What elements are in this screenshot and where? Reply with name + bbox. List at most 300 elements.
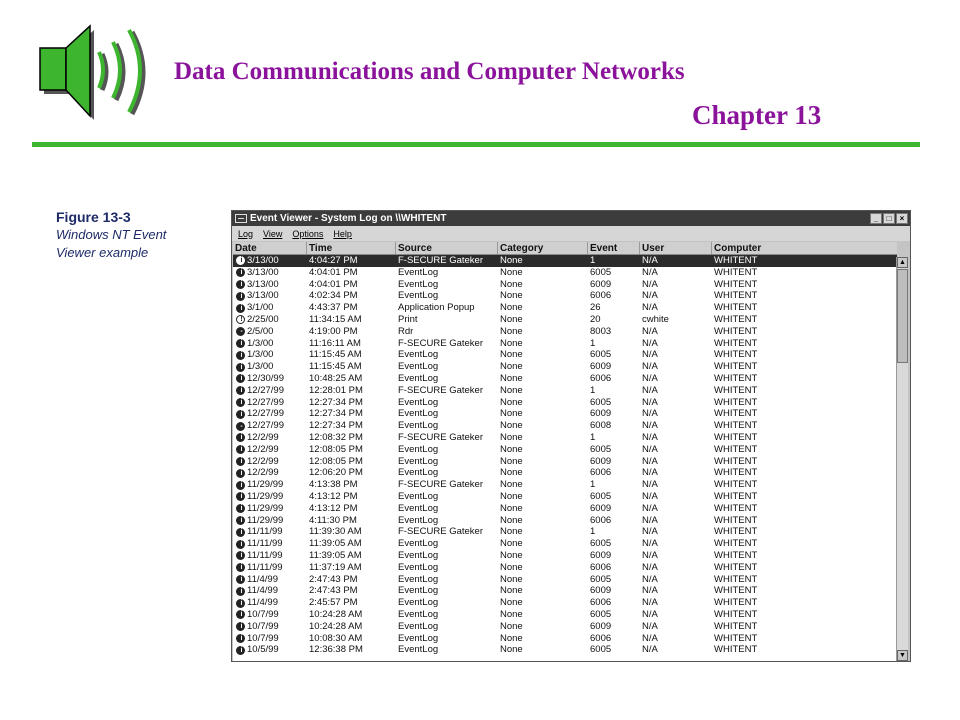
error-icon: - (236, 422, 245, 431)
row-user: cwhite (642, 313, 669, 325)
row-category: None (500, 632, 523, 644)
row-date: 2/25/00 (247, 313, 279, 325)
row-category: None (500, 538, 523, 550)
row-computer: WHITENT (714, 384, 758, 396)
row-date: 10/5/99 (247, 644, 279, 656)
row-source: EventLog (398, 490, 439, 502)
menu-log[interactable]: Log (238, 228, 254, 239)
row-date: 12/2/99 (247, 455, 279, 467)
row-date: 1/3/00 (247, 337, 274, 349)
row-date-cell (233, 491, 307, 503)
row-source: EventLog (398, 443, 439, 455)
event-list (233, 242, 897, 662)
row-user: N/A (642, 620, 658, 632)
event-row[interactable] (233, 550, 897, 562)
row-date: 3/13/00 (247, 278, 279, 290)
row-date: 12/27/99 (247, 384, 284, 396)
row-user: N/A (642, 372, 658, 384)
row-computer: WHITENT (714, 290, 758, 302)
event-row[interactable] (233, 444, 897, 456)
column-header-row (233, 242, 897, 255)
row-event: 20 (590, 313, 601, 325)
scroll-thumb[interactable] (897, 269, 908, 363)
information-icon: i (236, 410, 245, 419)
close-button[interactable]: × (896, 213, 908, 224)
row-event: 6005 (590, 490, 612, 502)
row-category: None (500, 255, 523, 266)
information-icon: i (236, 256, 245, 265)
row-user: N/A (642, 585, 658, 597)
row-date-cell (233, 373, 307, 385)
column-header-category[interactable]: Category (498, 242, 588, 254)
event-row[interactable] (233, 267, 897, 279)
event-row[interactable] (233, 326, 897, 338)
row-computer: WHITENT (714, 620, 758, 632)
information-icon: i (236, 563, 245, 572)
row-user: N/A (642, 467, 658, 479)
row-user: N/A (642, 361, 658, 373)
row-category: None (500, 561, 523, 573)
row-event: 6005 (590, 538, 612, 550)
row-date-cell (233, 314, 307, 326)
row-time: 4:13:12 PM (309, 502, 358, 514)
row-date: 11/29/99 (247, 490, 284, 502)
row-event: 6005 (590, 443, 612, 455)
row-source: Application Popup (398, 302, 475, 314)
row-category: None (500, 396, 523, 408)
row-event: 6006 (590, 561, 612, 573)
vertical-scrollbar[interactable] (896, 257, 908, 661)
row-event: 6009 (590, 408, 612, 420)
information-icon: i (236, 622, 245, 631)
row-computer: WHITENT (714, 408, 758, 420)
row-event: 6005 (590, 349, 612, 361)
slide-title: Data Communications and Computer Networks (174, 58, 685, 85)
event-row[interactable] (233, 279, 897, 291)
event-row[interactable] (233, 456, 897, 468)
row-user: N/A (642, 597, 658, 609)
event-row[interactable] (233, 408, 897, 420)
row-date-cell (233, 267, 307, 279)
row-event: 26 (590, 302, 601, 314)
row-category: None (500, 313, 523, 325)
row-time: 10:24:28 AM (309, 620, 363, 632)
row-time: 12:27:34 PM (309, 408, 363, 420)
row-date-cell (233, 349, 307, 361)
row-category: None (500, 502, 523, 514)
row-event: 6009 (590, 502, 612, 514)
event-row[interactable] (233, 609, 897, 621)
row-user: N/A (642, 644, 658, 656)
row-date: 11/29/99 (247, 479, 284, 491)
row-user: N/A (642, 479, 658, 491)
row-date: 11/11/99 (247, 538, 283, 550)
information-icon: i (236, 587, 245, 596)
event-row[interactable] (233, 397, 897, 409)
event-row[interactable] (233, 361, 897, 373)
information-icon: i (236, 339, 245, 348)
information-icon: i (236, 646, 245, 655)
row-time: 4:13:38 PM (309, 479, 358, 491)
row-date: 3/13/00 (247, 290, 279, 302)
event-row[interactable] (233, 562, 897, 574)
information-icon: i (236, 610, 245, 619)
row-computer: WHITENT (714, 502, 758, 514)
row-date-cell (233, 597, 307, 609)
row-date-cell (233, 515, 307, 527)
row-event: 6005 (590, 573, 612, 585)
row-date: 3/1/00 (247, 302, 274, 314)
row-date-cell (233, 408, 307, 420)
information-icon: i (236, 457, 245, 466)
row-source: EventLog (398, 396, 439, 408)
row-event: 6009 (590, 455, 612, 467)
window-title: Event Viewer - System Log on \\WHITENT (250, 213, 447, 224)
row-source: EventLog (398, 538, 439, 550)
event-row[interactable] (233, 644, 897, 656)
event-row[interactable] (233, 491, 897, 503)
information-icon: i (236, 634, 245, 643)
row-computer: WHITENT (714, 644, 758, 656)
row-date: 3/13/00 (247, 255, 279, 266)
row-time: 4:13:12 PM (309, 490, 358, 502)
row-computer: WHITENT (714, 455, 758, 467)
row-date: 11/11/99 (247, 561, 283, 573)
row-category: None (500, 372, 523, 384)
row-date-cell (233, 621, 307, 633)
row-source: EventLog (398, 290, 439, 302)
row-computer: WHITENT (714, 349, 758, 361)
row-category: None (500, 514, 523, 526)
event-row[interactable] (233, 420, 897, 432)
row-date: 2/5/00 (247, 325, 274, 337)
row-time: 4:04:01 PM (309, 266, 358, 278)
event-row[interactable] (233, 349, 897, 361)
row-category: None (500, 278, 523, 290)
row-date-cell (233, 397, 307, 409)
row-event: 1 (590, 526, 596, 538)
information-icon: i (236, 469, 245, 478)
row-date: 12/2/99 (247, 467, 279, 479)
information-icon: i (236, 386, 245, 395)
row-time: 4:04:27 PM (309, 255, 358, 266)
row-date-cell (233, 361, 307, 373)
row-source: EventLog (398, 502, 439, 514)
row-event: 6009 (590, 361, 612, 373)
information-icon: i (236, 433, 245, 442)
column-header-time[interactable]: Time (307, 242, 396, 254)
row-category: None (500, 431, 523, 443)
row-source: F-SECURE Gateker (398, 431, 483, 443)
column-header-source[interactable]: Source (396, 242, 498, 254)
row-event: 6009 (590, 620, 612, 632)
row-computer: WHITENT (714, 361, 758, 373)
row-user: N/A (642, 384, 658, 396)
row-event: 6005 (590, 608, 612, 620)
row-user: N/A (642, 561, 658, 573)
event-row[interactable] (233, 621, 897, 633)
row-date-cell (233, 338, 307, 350)
row-time: 4:43:37 PM (309, 302, 358, 314)
row-computer: WHITENT (714, 443, 758, 455)
row-user: N/A (642, 266, 658, 278)
row-source: F-SECURE Gateker (398, 384, 483, 396)
row-date: 1/3/00 (247, 349, 274, 361)
scroll-up-button[interactable]: ▲ (897, 257, 908, 268)
row-source: F-SECURE Gateker (398, 337, 483, 349)
event-row[interactable] (233, 585, 897, 597)
row-date-cell (233, 538, 307, 550)
row-computer: WHITENT (714, 266, 758, 278)
row-user: N/A (642, 420, 658, 432)
row-category: None (500, 585, 523, 597)
row-date: 12/27/99 (247, 396, 284, 408)
row-date-cell (233, 432, 307, 444)
row-category: None (500, 644, 523, 656)
information-icon: i (236, 481, 245, 490)
row-date-cell (233, 503, 307, 515)
event-row[interactable] (233, 503, 897, 515)
event-row[interactable] (233, 314, 897, 326)
row-time: 4:04:01 PM (309, 278, 358, 290)
information-icon: i (236, 363, 245, 372)
event-row[interactable] (233, 338, 897, 350)
row-computer: WHITENT (714, 302, 758, 314)
row-source: EventLog (398, 620, 439, 632)
row-date-cell (233, 255, 307, 267)
row-user: N/A (642, 490, 658, 502)
row-event: 6009 (590, 549, 612, 561)
event-row[interactable] (233, 515, 897, 527)
figure-label: Figure 13-3 (56, 209, 131, 225)
row-category: None (500, 620, 523, 632)
row-event: 6006 (590, 632, 612, 644)
row-computer: WHITENT (714, 561, 758, 573)
row-event: 1 (590, 384, 596, 396)
event-rows (233, 255, 897, 656)
row-date: 12/30/99 (247, 372, 284, 384)
event-row[interactable] (233, 290, 897, 302)
row-date: 3/13/00 (247, 266, 279, 278)
row-time: 4:19:00 PM (309, 325, 358, 337)
row-date: 12/2/99 (247, 431, 279, 443)
event-row[interactable] (233, 633, 897, 645)
row-date-cell (233, 290, 307, 302)
row-date-cell (233, 526, 307, 538)
row-computer: WHITENT (714, 278, 758, 290)
information-icon: i (236, 292, 245, 301)
row-user: N/A (642, 608, 658, 620)
row-event: 6006 (590, 597, 612, 609)
row-source: EventLog (398, 361, 439, 373)
row-date: 11/29/99 (247, 502, 284, 514)
row-time: 12:08:32 PM (309, 431, 363, 443)
row-date-cell (233, 574, 307, 586)
row-computer: WHITENT (714, 313, 758, 325)
row-source: EventLog (398, 349, 439, 361)
row-category: None (500, 290, 523, 302)
row-user: N/A (642, 526, 658, 538)
row-time: 12:36:38 PM (309, 644, 363, 656)
speaker-icon[interactable] (36, 20, 160, 128)
row-source: EventLog (398, 420, 439, 432)
row-source: EventLog (398, 408, 439, 420)
row-computer: WHITENT (714, 549, 758, 561)
row-date: 1/3/00 (247, 361, 274, 373)
event-row[interactable] (233, 597, 897, 609)
row-source: Rdr (398, 325, 414, 337)
row-user: N/A (642, 502, 658, 514)
row-time: 11:34:15 AM (309, 313, 362, 325)
menu-view[interactable]: View (263, 228, 283, 239)
window-titlebar[interactable] (232, 211, 910, 226)
row-computer: WHITENT (714, 325, 758, 337)
row-time: 4:11:30 PM (309, 514, 357, 526)
information-icon: i (236, 374, 245, 383)
row-user: N/A (642, 443, 658, 455)
row-event: 6009 (590, 585, 612, 597)
row-computer: WHITENT (714, 467, 758, 479)
row-source: F-SECURE Gateker (398, 255, 483, 266)
row-category: None (500, 526, 523, 538)
row-time: 12:08:05 PM (309, 455, 363, 467)
row-time: 12:08:05 PM (309, 443, 363, 455)
column-header-date[interactable]: Date (233, 242, 307, 254)
information-icon: i (236, 398, 245, 407)
row-category: None (500, 384, 523, 396)
scroll-down-button[interactable]: ▼ (897, 650, 908, 661)
row-date: 12/27/99 (247, 408, 284, 420)
row-date: 10/7/99 (247, 632, 279, 644)
row-date-cell (233, 609, 307, 621)
event-row[interactable] (233, 302, 897, 314)
row-date: 11/29/99 (247, 514, 284, 526)
row-user: N/A (642, 431, 658, 443)
row-source: EventLog (398, 372, 439, 384)
information-icon: i (236, 540, 245, 549)
information-icon: i (236, 304, 245, 313)
row-source: EventLog (398, 561, 439, 573)
row-category: None (500, 455, 523, 467)
row-time: 12:28:01 PM (309, 384, 363, 396)
column-header-computer[interactable]: Computer (714, 243, 762, 254)
information-icon: i (236, 516, 245, 525)
row-computer: WHITENT (714, 538, 758, 550)
row-computer: WHITENT (714, 420, 758, 432)
error-icon: - (236, 327, 245, 336)
row-time: 12:27:34 PM (309, 396, 363, 408)
event-row[interactable] (233, 432, 897, 444)
row-event: 6005 (590, 266, 612, 278)
row-date: 11/4/99 (247, 597, 278, 609)
row-source: F-SECURE Gateker (398, 479, 483, 491)
row-user: N/A (642, 514, 658, 526)
event-row[interactable] (233, 538, 897, 550)
event-row[interactable] (233, 467, 897, 479)
row-user: N/A (642, 325, 658, 337)
row-category: None (500, 408, 523, 420)
row-category: None (500, 349, 523, 361)
row-source: Print (398, 313, 418, 325)
row-date-cell (233, 302, 307, 314)
row-category: None (500, 549, 523, 561)
event-row[interactable] (233, 526, 897, 538)
row-source: EventLog (398, 467, 439, 479)
information-icon: i (236, 445, 245, 454)
information-icon: i (236, 504, 245, 513)
menu-help[interactable]: Help (333, 228, 352, 239)
row-source: EventLog (398, 573, 439, 585)
row-category: None (500, 479, 523, 491)
information-icon: i (236, 528, 245, 537)
maximize-button[interactable]: □ (883, 213, 895, 224)
event-row[interactable] (233, 574, 897, 586)
row-user: N/A (642, 549, 658, 561)
row-category: None (500, 443, 523, 455)
menu-bar (232, 226, 910, 241)
row-event: 6008 (590, 420, 612, 432)
row-date-cell (233, 550, 307, 562)
row-event: 1 (590, 255, 596, 266)
row-user: N/A (642, 455, 658, 467)
row-date: 10/7/99 (247, 608, 279, 620)
row-date-cell (233, 644, 307, 656)
information-icon: i (236, 268, 245, 277)
row-user: N/A (642, 302, 658, 314)
system-menu-icon[interactable] (235, 214, 247, 223)
row-time: 10:48:25 AM (309, 372, 363, 384)
row-category: None (500, 361, 523, 373)
row-event: 6006 (590, 290, 612, 302)
information-icon: i (236, 492, 245, 501)
row-date-cell (233, 633, 307, 645)
event-row[interactable] (233, 255, 897, 267)
row-user: N/A (642, 538, 658, 550)
row-source: EventLog (398, 597, 439, 609)
column-header-event[interactable]: Event (588, 242, 640, 254)
information-icon: i (236, 551, 245, 560)
figure-caption (56, 208, 196, 262)
row-user: N/A (642, 337, 658, 349)
row-user: N/A (642, 396, 658, 408)
minimize-button[interactable]: _ (870, 213, 882, 224)
row-source: EventLog (398, 549, 439, 561)
row-category: None (500, 467, 523, 479)
row-computer: WHITENT (714, 372, 758, 384)
row-event: 1 (590, 337, 596, 349)
event-row[interactable] (233, 385, 897, 397)
row-event: 1 (590, 479, 596, 491)
row-category: None (500, 597, 523, 609)
row-date-cell (233, 479, 307, 491)
row-time: 11:37:19 AM (309, 561, 362, 573)
column-header-user[interactable]: User (640, 242, 712, 254)
event-row[interactable] (233, 479, 897, 491)
row-computer: WHITENT (714, 573, 758, 585)
row-date-cell (233, 456, 307, 468)
row-user: N/A (642, 290, 658, 302)
row-computer: WHITENT (714, 608, 758, 620)
event-row[interactable] (233, 373, 897, 385)
row-time: 11:15:45 AM (309, 361, 362, 373)
row-computer: WHITENT (714, 255, 758, 266)
row-category: None (500, 302, 523, 314)
menu-options[interactable]: Options (292, 228, 324, 239)
row-source: EventLog (398, 266, 439, 278)
row-time: 11:39:05 AM (309, 538, 362, 550)
row-computer: WHITENT (714, 585, 758, 597)
row-source: EventLog (398, 585, 439, 597)
